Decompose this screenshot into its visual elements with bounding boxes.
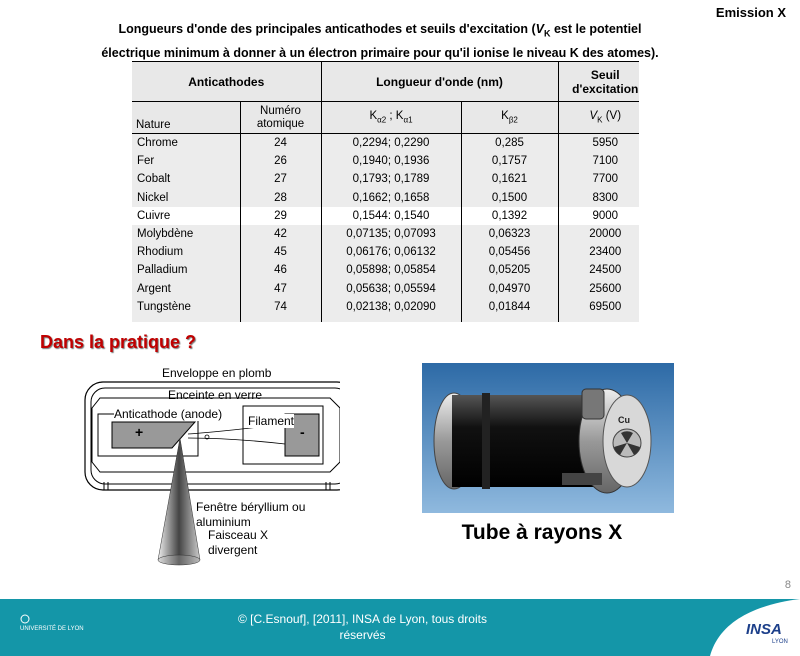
table-row: Cobalt 27 0,1793; 0,1789 0,1621 7700 — [132, 170, 639, 188]
col-vk: $V_K$ (V) — [558, 102, 639, 134]
col-k-beta: $K_{\beta 2}$ — [461, 102, 558, 134]
col-atomic-number: Numéro atomique — [240, 102, 321, 134]
cathode-minus-sign: - — [300, 424, 305, 440]
practice-title: Dans la pratique ? — [40, 332, 197, 352]
anticathode-table — [132, 61, 639, 322]
table-row: Tungstène 74 0,02138; 0,02090 0,01844 69500 — [132, 298, 639, 316]
xray-tube-photo — [422, 363, 674, 513]
table-row-highlighted: Cuivre 29 0,1544: 0,1540 0,1392 9000 — [132, 207, 639, 225]
filament-label: Filament — [248, 414, 295, 428]
anticathode-label: Anticathode (anode) — [114, 407, 223, 421]
xray-tube-diagram — [80, 362, 340, 572]
copyright-notice: © [C.Esnouf], [2011], INSA de Lyon, tous droits réservés — [238, 612, 487, 642]
lead-envelope-label: Enveloppe en plomb — [162, 366, 272, 380]
glass-envelope-label: Enceinte en verre — [168, 388, 263, 402]
table-row: Fer 26 0,1940; 0,1936 0,1757 7100 — [132, 152, 639, 170]
table-row: Molybdène 42 0,07135; 0,07093 0,06323 20000 — [132, 225, 639, 243]
table-row: Nickel 28 0,1662; 0,1658 0,1500 8300 — [132, 189, 639, 207]
table-row: Argent 47 0,05638; 0,05594 0,04970 25600 — [132, 280, 639, 298]
header-threshold: Seuil d'excitation — [558, 62, 639, 102]
insa-logo: INSA LYON — [710, 599, 800, 656]
beam-label: Faisceau X divergent — [208, 528, 269, 557]
section-label: Emission X — [715, 5, 786, 20]
header-anticathodes: Anticathodes — [132, 62, 321, 102]
table-row: Chrome 24 0,2294; 0,2290 0,285 5950 — [132, 134, 639, 153]
photo-cap-label: Cu — [618, 415, 630, 425]
window-label: Fenêtre béryllium ou aluminium — [196, 500, 306, 529]
table-row: Rhodium 45 0,06176; 0,06132 0,05456 23400 — [132, 243, 639, 261]
table-row: Palladium 46 0,05898; 0,05854 0,05205 24500 — [132, 261, 639, 279]
anode-plus-sign: + — [135, 424, 144, 440]
page-number: 8 — [784, 579, 791, 591]
photo-caption: Tube à rayons X — [461, 521, 623, 544]
col-k-alpha: $K_{\alpha 2}$ ; $K_{\alpha 1}$ — [321, 102, 461, 134]
col-nature: Nature — [132, 102, 240, 134]
universite-de-lyon-logo: UNIVERSITÉ DE LYON — [18, 612, 78, 638]
table-caption: Longueurs d'onde des principales anticathodes et seuils d'excitation ($V_K$ est le potentiel électrique minimum à donner à un électron primaire pour qu'il ionise le niveau K des atomes). — [101, 22, 659, 60]
header-wavelength: Longueur d'onde (nm) — [321, 62, 558, 102]
